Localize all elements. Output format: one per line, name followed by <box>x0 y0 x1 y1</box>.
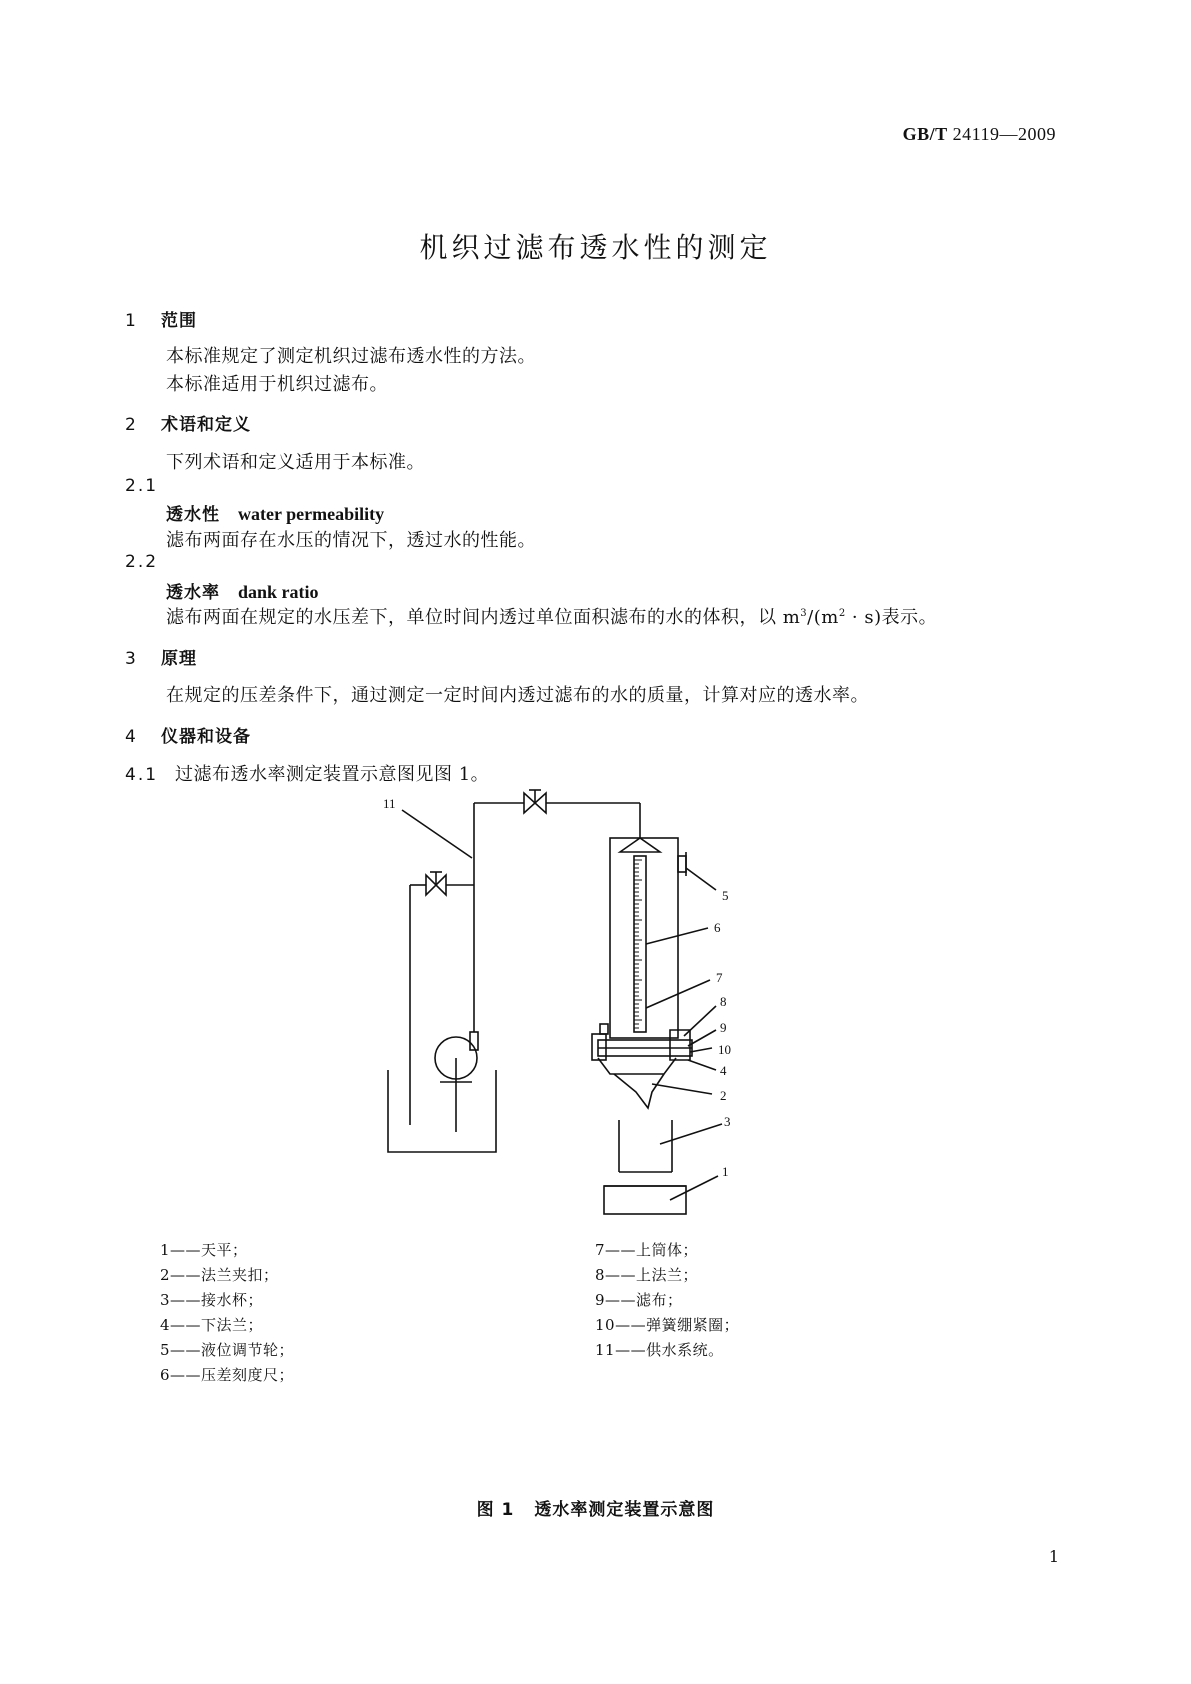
superscript: 2 <box>838 608 846 619</box>
term-2-1-definition: 滤布两面存在水压的情况下，透过水的性能。 <box>166 530 536 551</box>
legend-item: 10——弹簧绷紧圈； <box>595 1316 740 1334</box>
subsection-text: 过滤布透水率测定装置示意图见图 1。 <box>175 764 490 785</box>
subsection-number: 4.1 <box>125 765 159 785</box>
section-1-paragraph-2: 本标准适用于机织过滤布。 <box>166 374 388 395</box>
callout-label: 4 <box>720 1063 727 1078</box>
legend-item: 4——下法兰； <box>160 1316 264 1334</box>
term-name-en: dank ratio <box>238 582 319 602</box>
legend-item: 6——压差刻度尺； <box>160 1366 295 1384</box>
definition-text: 滤布两面在规定的水压差下，单位时间内透过单位面积滤布的水的体积，以 m <box>166 607 801 628</box>
section-title: 术语和定义 <box>161 415 251 435</box>
page-number: 1 <box>1048 1547 1059 1566</box>
section-number: 4 <box>125 727 137 747</box>
callout-label: 5 <box>722 888 729 903</box>
legend-left <box>160 1238 294 1388</box>
legend-item: 11——供水系统。 <box>595 1341 724 1359</box>
section-title: 仪器和设备 <box>161 727 251 747</box>
level-wheel <box>678 856 686 872</box>
figure-label: 图 1 <box>476 1500 515 1520</box>
overflow-cap <box>620 838 660 852</box>
superscript: 3 <box>800 608 808 619</box>
callout-label: 6 <box>714 920 721 935</box>
section-number: 3 <box>125 649 137 669</box>
definition-text: /(m <box>807 607 839 628</box>
lower-flange <box>598 1058 676 1074</box>
legend-item: 7——上筒体； <box>595 1241 699 1259</box>
callout-label: 11 <box>383 796 396 811</box>
standard-prefix: GB/T <box>902 124 948 144</box>
section-title: 范围 <box>161 311 197 331</box>
legend-item: 2——法兰夹扣； <box>160 1266 279 1284</box>
section-number: 1 <box>125 311 137 331</box>
term-2-2-number: 2.2 <box>125 552 159 572</box>
standard-number: 24119—2009 <box>952 124 1056 144</box>
callout-label: 1 <box>722 1164 729 1179</box>
legend-item: 8——上法兰； <box>595 1266 699 1284</box>
legend-right <box>595 1238 739 1363</box>
figure-caption <box>0 1495 1191 1520</box>
callout-label: 7 <box>716 970 723 985</box>
callout-label: 8 <box>720 994 727 1009</box>
document-title: 机织过滤布透水性的测定 <box>419 231 772 264</box>
section-number: 2 <box>125 415 137 435</box>
legend-item: 1——天平； <box>160 1241 248 1259</box>
section-3-paragraph-1: 在规定的压差条件下，通过测定一定时间内透过滤布的水的质量，计算对应的透水率。 <box>166 685 869 706</box>
legend-item: 9——滤布； <box>595 1291 683 1309</box>
callout-label: 10 <box>718 1042 731 1057</box>
legend-item: 5——液位调节轮； <box>160 1341 295 1359</box>
callout-label: 2 <box>720 1088 727 1103</box>
funnel <box>614 1074 664 1108</box>
term-name-en: water permeability <box>238 504 385 524</box>
term-name-zh: 透水率 <box>166 583 220 603</box>
figure-title: 透水率测定装置示意图 <box>534 1500 715 1520</box>
balance <box>604 1186 686 1214</box>
callout-label: 3 <box>724 1114 731 1129</box>
collecting-cup <box>619 1120 672 1172</box>
definition-text: · s)表示。 <box>845 607 938 628</box>
callout-label: 9 <box>720 1020 727 1035</box>
section-title: 原理 <box>161 649 197 669</box>
term-name-zh: 透水性 <box>166 505 220 525</box>
section-2-paragraph-1: 下列术语和定义适用于本标准。 <box>166 452 425 473</box>
term-2-1-number: 2.1 <box>125 476 159 496</box>
legend-item: 3——接水杯； <box>160 1291 264 1309</box>
section-1-paragraph-1: 本标准规定了测定机织过滤布透水性的方法。 <box>166 346 536 367</box>
